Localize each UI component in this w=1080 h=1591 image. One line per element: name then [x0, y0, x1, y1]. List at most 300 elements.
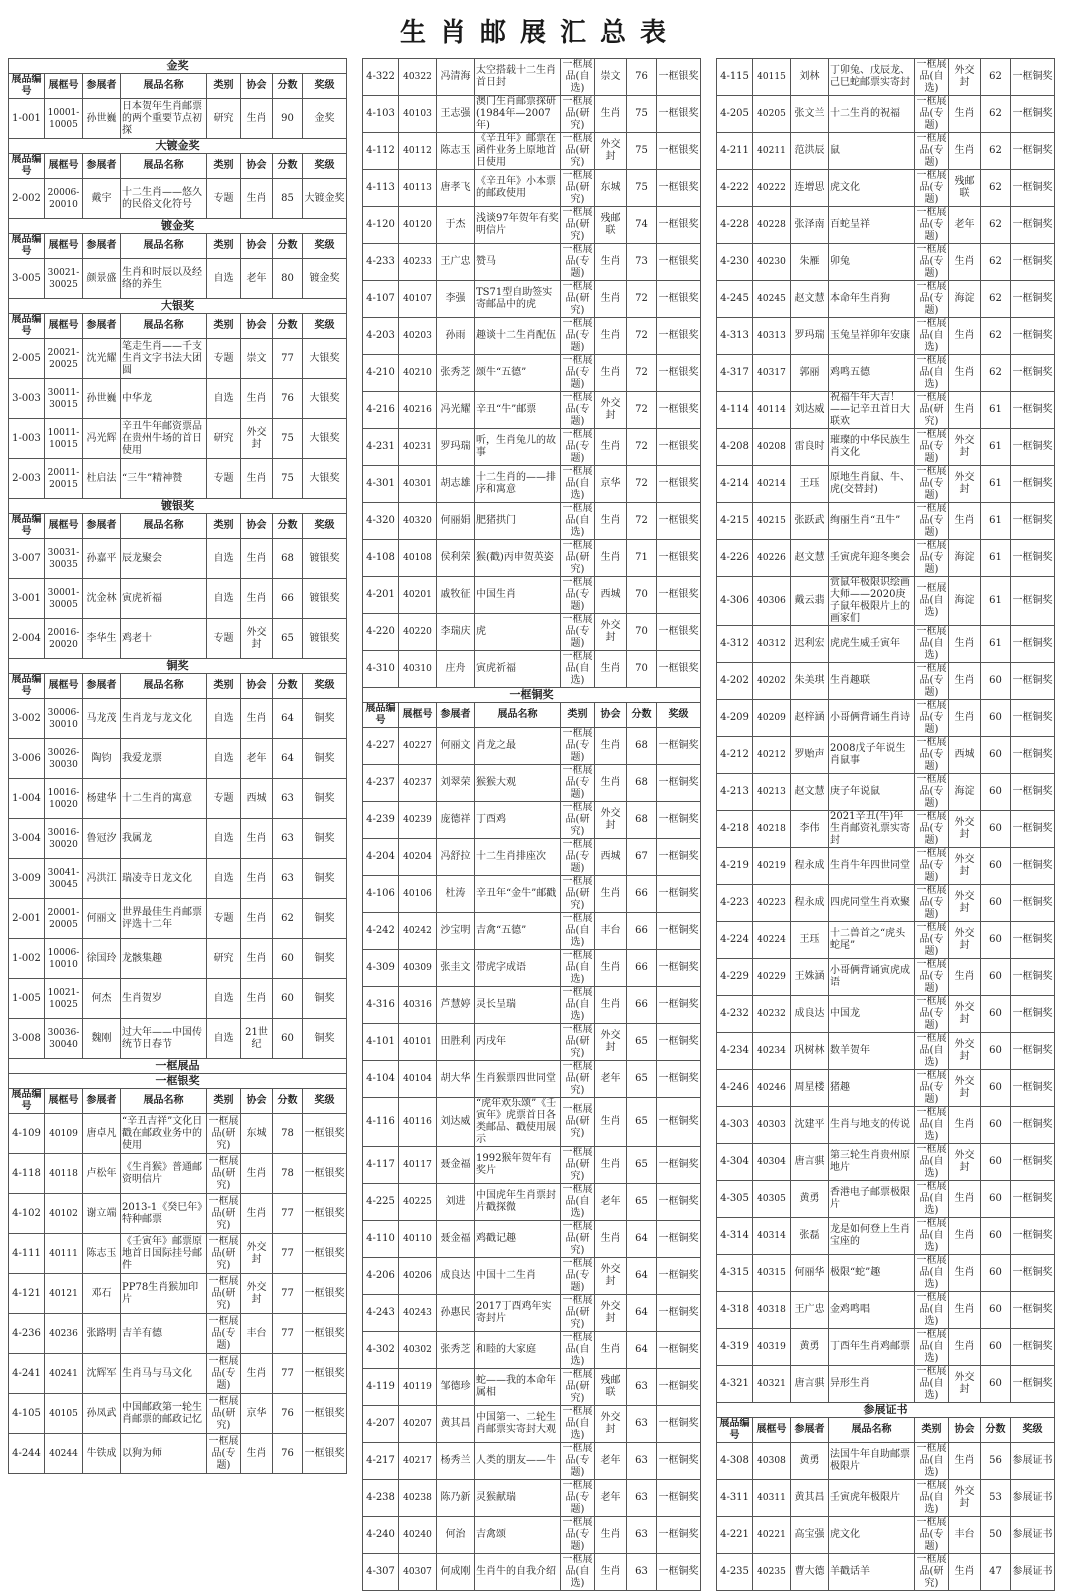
frame-no: 40216	[399, 392, 437, 429]
exhibit-title: 瑞凌寺日龙文化	[121, 859, 207, 899]
category: 一框展品(专题)	[916, 429, 947, 464]
column-header: 展框号	[753, 1418, 791, 1443]
frame-no: 40214	[753, 466, 791, 503]
score: 70	[627, 614, 657, 651]
score: 66	[627, 987, 657, 1024]
frame-no: 10006-10010	[45, 939, 83, 979]
score: 61	[981, 392, 1011, 429]
column-header: 展品编号	[9, 514, 45, 539]
category: 一框展品(专题)	[562, 244, 593, 279]
score: 60	[981, 774, 1011, 811]
table-row	[363, 540, 701, 577]
category: 专题	[207, 899, 241, 939]
entry-id: 2-001	[9, 899, 45, 939]
score: 65	[627, 1098, 657, 1147]
award: 一框铜奖	[657, 1480, 701, 1517]
score: 64	[627, 1332, 657, 1369]
score: 66	[627, 950, 657, 987]
score: 75	[273, 419, 303, 459]
award: 一框银奖	[303, 1194, 347, 1234]
column-header: 参展者	[83, 314, 121, 339]
association: 生肖	[241, 859, 273, 899]
frame-no: 40229	[753, 959, 791, 996]
association: 生肖	[949, 1255, 981, 1292]
award: 一框铜奖	[1011, 885, 1055, 922]
frame-no: 40220	[399, 614, 437, 651]
exhibit-title: 百蛇呈祥	[829, 207, 915, 244]
table-row	[363, 950, 701, 987]
association: 生肖	[595, 429, 627, 466]
award: 铜奖	[303, 899, 347, 939]
frame-no: 40241	[45, 1354, 83, 1394]
exhibit-title: 生肖与地支的传说	[829, 1107, 915, 1144]
exhibit-title: 生肖猴票四世同堂	[475, 1061, 561, 1098]
exhibit-title: 生肖趣联	[829, 663, 915, 700]
award: 一框铜奖	[657, 1147, 701, 1184]
score: 47	[981, 1554, 1011, 1591]
table-row	[9, 379, 347, 419]
score: 61	[981, 466, 1011, 503]
award: 一框银奖	[657, 281, 701, 318]
score: 68	[273, 539, 303, 579]
exhibitor: 沈金林	[83, 579, 121, 619]
exhibit-title: 日本贺年生肖邮票的两个重要节点初探	[121, 99, 207, 139]
association: 生肖	[595, 244, 627, 281]
award: 一框铜奖	[1011, 1255, 1055, 1292]
exhibit-title: 羊戳话羊	[829, 1554, 915, 1591]
association: 生肖	[241, 979, 273, 1019]
frame-no: 20001-20005	[45, 899, 83, 939]
association: 生肖	[241, 899, 273, 939]
entry-id: 2-005	[9, 339, 45, 379]
award: 一框铜奖	[1011, 207, 1055, 244]
exhibit-title: 十二生肖——悠久的民俗文化符号	[121, 179, 207, 219]
table-row	[717, 1443, 1055, 1480]
column-header: 奖级	[657, 703, 701, 728]
category: 自选	[207, 579, 241, 619]
table-row	[717, 1181, 1055, 1218]
entry-id: 4-240	[363, 1517, 399, 1554]
award: 参展证书	[1011, 1517, 1055, 1554]
score: 60	[981, 1329, 1011, 1366]
header-row	[363, 703, 701, 728]
entry-id: 4-244	[9, 1434, 45, 1474]
column-header: 协会	[241, 234, 273, 259]
exhibit-title: 2021辛丑(牛)年生肖邮资礼票实寄封	[829, 811, 915, 848]
column-header: 展框号	[45, 514, 83, 539]
score: 76	[273, 379, 303, 419]
category: 一框展品(专题)	[916, 207, 947, 242]
frame-no: 20021-20025	[45, 339, 83, 379]
award: 一框铜奖	[1011, 626, 1055, 663]
association: 外交封	[949, 59, 981, 96]
exhibitor: 庞德祥	[437, 802, 475, 839]
table-row	[717, 318, 1055, 355]
exhibitor: 庄舟	[437, 651, 475, 688]
table-row	[363, 59, 701, 96]
score: 68	[627, 765, 657, 802]
association: 生肖	[595, 651, 627, 688]
category: 自选	[207, 1019, 241, 1059]
category: 一框展品(专题)	[562, 765, 593, 800]
score: 61	[981, 503, 1011, 540]
exhibitor: 芦慧婷	[437, 987, 475, 1024]
table-row	[717, 355, 1055, 392]
award: 一框铜奖	[1011, 577, 1055, 626]
association: 生肖	[241, 179, 273, 219]
category: 一框展品(专题)	[916, 503, 947, 538]
header-row	[9, 314, 347, 339]
score: 66	[273, 579, 303, 619]
exhibitor: 侯利荣	[437, 540, 475, 577]
exhibit-title: 我属龙	[121, 819, 207, 859]
table-row	[363, 466, 701, 503]
association: 生肖	[241, 539, 273, 579]
entry-id: 4-218	[717, 811, 753, 848]
award: 铜奖	[303, 739, 347, 779]
award: 一框铜奖	[657, 1332, 701, 1369]
exhibit-title: 《辛丑年》小本票的邮政使用	[475, 170, 561, 207]
column-header: 协会	[241, 1089, 273, 1114]
association: 外交封	[595, 1258, 627, 1295]
association: 京华	[241, 1394, 273, 1434]
frame-no: 40106	[399, 876, 437, 913]
entry-id: 4-201	[363, 577, 399, 614]
column-header: 协会	[241, 154, 273, 179]
exhibit-title: 人类的朋友——牛	[475, 1443, 561, 1480]
entry-id: 4-318	[717, 1292, 753, 1329]
exhibit-title: 四虎同堂生肖欢聚	[829, 885, 915, 922]
award: 大镀金奖	[303, 179, 347, 219]
exhibit-title: TS71型自助签实寄邮品中的虎	[475, 281, 561, 318]
score: 72	[627, 318, 657, 355]
section-title-row	[9, 1059, 347, 1074]
frame-no: 40301	[399, 466, 437, 503]
frame-no: 40224	[753, 922, 791, 959]
category: 自选	[207, 739, 241, 779]
category: 一框展品(专题)	[916, 281, 947, 316]
exhibitor: 黄其昌	[437, 1406, 475, 1443]
score: 61	[981, 626, 1011, 663]
frame-no: 30001-30005	[45, 579, 83, 619]
exhibit-title: 生肖马与马文化	[121, 1354, 207, 1394]
frame-no: 40118	[45, 1154, 83, 1194]
frame-no: 40222	[753, 170, 791, 207]
frame-no: 20011-20015	[45, 459, 83, 499]
association: 生肖	[595, 876, 627, 913]
table-row	[9, 179, 347, 219]
table-row	[9, 859, 347, 899]
table-row	[717, 1070, 1055, 1107]
category: 一框展品(自选)	[562, 1554, 593, 1589]
score: 63	[627, 1554, 657, 1591]
award: 一框银奖	[657, 96, 701, 133]
exhibitor: 唐孝飞	[437, 170, 475, 207]
exhibit-title: 辰龙聚会	[121, 539, 207, 579]
category: 研究	[207, 939, 241, 979]
association: 崇文	[241, 339, 273, 379]
score: 75	[627, 133, 657, 170]
exhibitor: 何丽华	[791, 1255, 829, 1292]
frame-no: 40319	[753, 1329, 791, 1366]
exhibitor: 陈乃新	[437, 1480, 475, 1517]
frame-no: 40116	[399, 1098, 437, 1147]
award: 一框铜奖	[657, 1517, 701, 1554]
score: 63	[627, 1443, 657, 1480]
entry-id: 4-103	[363, 96, 399, 133]
entry-id: 4-204	[363, 839, 399, 876]
exhibitor: 王广忠	[791, 1292, 829, 1329]
table-row	[363, 1554, 701, 1591]
exhibitor: 张泽南	[791, 207, 829, 244]
entry-id: 4-308	[717, 1443, 753, 1480]
header-row	[9, 514, 347, 539]
table-row	[717, 466, 1055, 503]
exhibitor: 孙凤武	[83, 1394, 121, 1434]
category: 一框展品(自选)	[562, 59, 593, 94]
exhibit-title: 鸡鸣五德	[829, 355, 915, 392]
association: 生肖	[949, 1329, 981, 1366]
score: 60	[981, 848, 1011, 885]
category: 一框展品(专题)	[562, 1443, 593, 1478]
exhibitor: 迟利宏	[791, 626, 829, 663]
association: 西城	[595, 839, 627, 876]
award: 一框铜奖	[1011, 1070, 1055, 1107]
category: 一框展品(自选)	[562, 651, 593, 686]
category: 一框展品(专题)	[916, 170, 947, 205]
exhibit-title: 辛丑“牛”邮票	[475, 392, 561, 429]
section-title: 大镀金奖	[9, 139, 347, 154]
frame-no: 40310	[399, 651, 437, 688]
exhibitor: 张秀芝	[437, 355, 475, 392]
association: 外交封	[595, 802, 627, 839]
award: 一框铜奖	[1011, 1329, 1055, 1366]
entry-id: 2-004	[9, 619, 45, 659]
section-title: 金奖	[9, 59, 347, 74]
category: 一框展品(研究)	[562, 876, 593, 911]
frame-no: 40109	[45, 1114, 83, 1154]
entry-id: 4-215	[717, 503, 753, 540]
entry-id: 4-302	[363, 1332, 399, 1369]
exhibitor: 成良达	[437, 1258, 475, 1295]
table-row	[9, 939, 347, 979]
table-row	[9, 539, 347, 579]
exhibit-title: 极限“蛇”趣	[829, 1255, 915, 1292]
association: 生肖	[595, 1554, 627, 1591]
frame-no: 40121	[45, 1274, 83, 1314]
column-header: 分数	[273, 154, 303, 179]
entry-id: 4-110	[363, 1221, 399, 1258]
exhibit-title: 龙骸集趣	[121, 939, 207, 979]
exhibitor: 郭丽	[791, 355, 829, 392]
page-title: 生肖邮展汇总表	[399, 18, 680, 48]
score: 60	[981, 811, 1011, 848]
entry-id: 3-004	[9, 819, 45, 859]
table-row	[717, 700, 1055, 737]
award: 一框银奖	[303, 1434, 347, 1474]
entry-id: 4-107	[363, 281, 399, 318]
exhibit-title: 第三轮生肖贵州原地片	[829, 1144, 915, 1181]
category: 一框展品(研究)	[562, 133, 593, 168]
category: 一框展品(研究)	[562, 1295, 593, 1330]
frame-no: 40317	[753, 355, 791, 392]
score: 65	[273, 619, 303, 659]
table-row	[717, 244, 1055, 281]
frame-no: 40314	[753, 1218, 791, 1255]
entry-id: 4-307	[363, 1554, 399, 1591]
exhibit-title: 灵长呈瑞	[475, 987, 561, 1024]
entry-id: 4-206	[363, 1258, 399, 1295]
column-header: 奖级	[303, 314, 347, 339]
entry-id: 4-203	[363, 318, 399, 355]
exhibit-title: 中国虎年生肖票封片戳探微	[475, 1184, 561, 1221]
table-row	[363, 1147, 701, 1184]
score: 63	[627, 1480, 657, 1517]
category: 自选	[207, 979, 241, 1019]
category: 一框展品(专题)	[916, 540, 947, 575]
association: 外交封	[595, 392, 627, 429]
column-header: 分数	[273, 234, 303, 259]
table-row	[9, 819, 347, 859]
table-row	[717, 1033, 1055, 1070]
score: 63	[273, 859, 303, 899]
association: 老年	[595, 1443, 627, 1480]
association: 外交封	[595, 614, 627, 651]
score: 75	[627, 96, 657, 133]
column-header: 类别	[207, 514, 241, 539]
column-header: 分数	[273, 514, 303, 539]
frame-no: 40119	[399, 1369, 437, 1406]
section-title: 一框展品	[9, 1059, 347, 1074]
table-row	[363, 802, 701, 839]
award: 一框铜奖	[1011, 811, 1055, 848]
association: 生肖	[949, 1181, 981, 1218]
score: 77	[273, 339, 303, 379]
entry-id: 4-101	[363, 1024, 399, 1061]
exhibitor: 刘翠荣	[437, 765, 475, 802]
frame-no: 40234	[753, 1033, 791, 1070]
exhibitor: 曹大德	[791, 1554, 829, 1591]
award: 参展证书	[1011, 1443, 1055, 1480]
frame-no: 40219	[753, 848, 791, 885]
category: 一框展品(研究)	[207, 1154, 241, 1194]
association: 海淀	[949, 281, 981, 318]
association: 生肖	[949, 663, 981, 700]
frame-no: 40104	[399, 1061, 437, 1098]
exhibit-title: 寅虎祈福	[475, 651, 561, 688]
category: 自选	[207, 699, 241, 739]
column-header: 展品名称	[121, 514, 207, 539]
frame-no: 40242	[399, 913, 437, 950]
award: 一框铜奖	[657, 876, 701, 913]
category: 一框展品(专题)	[207, 1434, 241, 1474]
column-header: 参展者	[437, 703, 475, 728]
entry-id: 4-112	[363, 133, 399, 170]
association: 西城	[949, 737, 981, 774]
exhibit-title: 灵猴献瑞	[475, 1480, 561, 1517]
exhibit-title: 数羊贺年	[829, 1033, 915, 1070]
exhibitor: 王珏	[791, 922, 829, 959]
award: 一框银奖	[303, 1234, 347, 1274]
score: 72	[627, 429, 657, 466]
category: 一框展品(专题)	[562, 1258, 593, 1293]
category: 一框展品(自选)	[916, 1033, 947, 1068]
table-row	[363, 503, 701, 540]
section-title-row	[9, 659, 347, 674]
category: 专题	[207, 779, 241, 819]
association: 老年	[241, 259, 273, 299]
table-row	[717, 1366, 1055, 1403]
association: 生肖	[595, 1221, 627, 1258]
award: 铜奖	[303, 939, 347, 979]
table-row	[363, 1332, 701, 1369]
association: 21世纪	[241, 1019, 273, 1059]
exhibitor: 沈辉军	[83, 1354, 121, 1394]
table-row	[717, 811, 1055, 848]
award: 一框铜奖	[1011, 281, 1055, 318]
award: 一框铜奖	[1011, 996, 1055, 1033]
entry-id: 4-238	[363, 1480, 399, 1517]
exhibit-title: 《生肖猴》普通邮资明信片	[121, 1154, 207, 1194]
score: 72	[627, 503, 657, 540]
score: 76	[627, 59, 657, 96]
award: 一框银奖	[303, 1314, 347, 1354]
exhibitor: 周星楼	[791, 1070, 829, 1107]
score: 60	[273, 979, 303, 1019]
award: 一框铜奖	[657, 1221, 701, 1258]
category: 一框展品(研究)	[207, 1194, 241, 1234]
frame-no: 40111	[45, 1234, 83, 1274]
entry-id: 4-221	[717, 1517, 753, 1554]
table-row	[363, 614, 701, 651]
entry-id: 4-212	[717, 737, 753, 774]
column-header: 协会	[241, 74, 273, 99]
column-header: 参展者	[83, 74, 121, 99]
table-row	[717, 1218, 1055, 1255]
exhibit-title: 带虎字成语	[475, 950, 561, 987]
column-header: 展品名称	[121, 674, 207, 699]
exhibitor: 李瑞庆	[437, 614, 475, 651]
exhibit-title: 世界最佳生肖邮票评选十二年	[121, 899, 207, 939]
table-row	[717, 922, 1055, 959]
score: 60	[981, 885, 1011, 922]
frame-no: 40303	[753, 1107, 791, 1144]
award: 一框银奖	[657, 429, 701, 466]
exhibitor: 冯洪江	[83, 859, 121, 899]
entry-id: 4-229	[717, 959, 753, 996]
category: 一框展品(研究)	[562, 1061, 593, 1096]
exhibit-title: 太空搭载十二生肖首日封	[475, 59, 561, 96]
exhibitor: 聂金福	[437, 1221, 475, 1258]
table-row	[363, 207, 701, 244]
award: 一框银奖	[657, 318, 701, 355]
category: 一框展品(专题)	[916, 244, 947, 279]
score: 72	[627, 392, 657, 429]
score: 65	[627, 1184, 657, 1221]
category: 一框展品(研究)	[916, 1554, 947, 1589]
entry-id: 4-231	[363, 429, 399, 466]
entry-id: 4-222	[717, 170, 753, 207]
score: 62	[981, 281, 1011, 318]
association: 生肖	[949, 1443, 981, 1480]
award: 一框银奖	[303, 1394, 347, 1434]
frame-no: 40217	[399, 1443, 437, 1480]
award: 一框铜奖	[1011, 737, 1055, 774]
exhibit-title: 玉兔呈祥卯年安康	[829, 318, 915, 355]
score: 74	[627, 207, 657, 244]
entry-id: 4-117	[363, 1147, 399, 1184]
exhibit-title: 猴猴大观	[475, 765, 561, 802]
